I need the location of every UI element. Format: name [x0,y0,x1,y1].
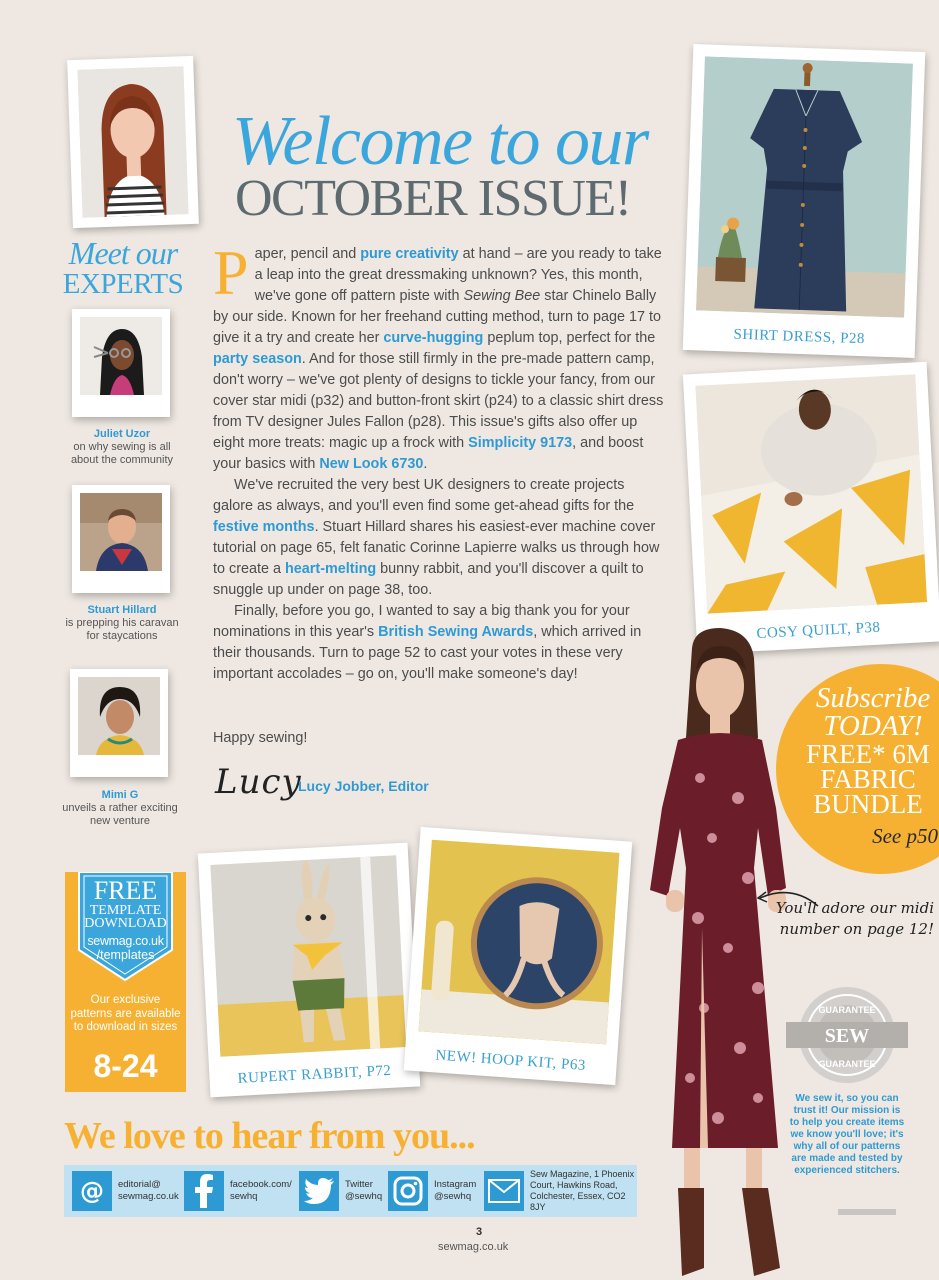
contact-twitter[interactable] [299,1171,382,1211]
expert-photo-juliet [72,309,170,417]
signature: Lucy [215,762,302,802]
article-text: aper, pencil and [254,246,361,262]
contact-heading: We love to hear from you... [64,1115,475,1157]
expert-description: is prepping his caravan for staycations [65,617,179,642]
article-text: star Chinelo Bally by our side. Known for her freehand cutting method, turn to page 17 to give it a try and create her [213,288,661,346]
shirt-dress-photo [683,44,926,358]
expert-photo-mimi [70,669,168,777]
expert-portrait-icon [80,317,162,395]
cosy-quilt-icon [695,374,927,613]
expert-description: on why sewing is all about the community [70,441,174,466]
guarantee-mid: SEW [824,1025,870,1047]
expert-portrait-icon [78,677,160,755]
svg-text:@: @ [80,1177,104,1205]
instagram-icon [388,1171,428,1211]
editor-photo [67,56,199,228]
page-number: 3 [476,1226,483,1238]
expert-portrait-icon [80,493,162,571]
facebook-icon [184,1171,224,1211]
twitter-icon [299,1171,339,1211]
at-icon [72,1171,112,1211]
drop-cap: P [213,237,249,308]
article-text: , and boost your basics with [213,435,644,472]
guarantee-top: GUARANTEE [818,1005,876,1015]
article-paragraph [213,601,668,685]
page-title-script: Welcome to our [232,103,648,180]
article-text: at hand – are you ready to take a leap into the great dressmaking unknown? Yes, this month, we've gone off pattern piste with [254,246,662,304]
subscribe-line1: Subscribe [815,682,931,714]
experts-heading-script: Meet our [68,235,178,271]
article-text: We've recruited the very best UK designers to create projects galore as always, and you'll even find some get-ahead gifts for the [213,477,635,514]
article-text: , which arrived in their thousands. Turn to page 52 to cast your votes in these very important accolades – go on, you'll make someone's day! [213,624,642,682]
contact-label: Twitter [345,1179,373,1190]
editor-letter-paragraphs [213,237,668,685]
contact-email[interactable] [72,1171,179,1211]
template-line1: FREE [93,876,158,905]
hoop-kit-caption: NEW! HOOP KIT, P63 [434,1047,587,1074]
subscribe-page-ref: See p50 [872,824,938,848]
article-text: . And for those still firmly in the pre-made pattern camp, don't worry – we've got plenty of designs to tickle your fancy, from our cover star midi (p32) and button-front skirt (p24) to a classic shirt dress from TV designer Jules Fallon (p28). This issue's gifts also offer up eight more treats: magic up a frock with [213,351,664,451]
expert-name: Juliet Uzor [93,428,151,440]
model-callout: You'll adore our midi number on page 12! [775,899,934,938]
expert-photo-stuart [72,485,170,593]
expert-description: unveils a rather exciting new venture [62,802,178,827]
contact-label: sewmag.co.uk [118,1191,179,1202]
contact-label: @sewhq [434,1191,472,1202]
shirt-dress-icon [696,56,913,317]
highlight-text: pure creativity [360,246,459,262]
highlight-text: party season [213,351,302,367]
footer-url[interactable]: sewmag.co.uk [438,1241,509,1253]
editor-portrait-icon [77,66,188,218]
highlight-text: curve-hugging [383,330,484,346]
hoop-kit-photo [404,827,633,1085]
contact-label: sewhq [230,1191,258,1202]
template-url[interactable]: sewmag.co.uk [87,934,164,948]
guarantee-seal-icon [782,980,912,1090]
cosy-quilt-photo [683,362,939,654]
contact-label: @sewhq [345,1191,383,1202]
signoff: Happy sewing! [213,730,308,746]
mail-icon [484,1171,524,1211]
embroidery-hoop-icon [419,840,620,1045]
subscribe-offer: FREE* 6M FABRIC BUNDLE [806,739,930,819]
curved-arrow-icon [752,880,822,910]
template-description: Our exclusive patterns are available to download in sizes [70,994,181,1033]
rabbit-toy-icon [210,855,406,1056]
contact-facebook[interactable] [184,1171,292,1211]
highlight-text: Simplicity 9173 [468,435,573,451]
contact-label: Sew Magazine, 1 Phoenix Court, Hawkins Road, [530,1169,635,1190]
contact-post[interactable] [484,1171,640,1211]
expert-name: Stuart Hillard [87,604,157,616]
article-paragraph [213,237,668,475]
expert-name: Mimi G [101,789,139,801]
contact-label: Colchester, Essex, CO2 8JY [530,1191,626,1212]
rupert-rabbit-caption: RUPERT RABBIT, P72 [237,1062,392,1087]
highlight-text: New Look 6730 [319,456,424,472]
article-text: . Stuart Hillard shares his easiest-ever machine cover tutorial on page 65, felt fanatic Corinne Lapierre walks us through how to create a [213,519,660,577]
italic-text: Sewing Bee [463,288,541,304]
template-line2: TEMPLATE [89,903,162,918]
contact-label: Instagram [434,1179,477,1190]
article-paragraph [213,475,668,601]
template-url-path[interactable]: /templates [96,948,155,962]
guarantee-text: We sew it, so you can trust it! Our mission is to help you create items we know you'll love; it's why all of our patterns are made and tested by experienced stitchers. [789,1093,905,1176]
free-template-box [65,872,186,1092]
template-sizes: 8-24 [93,1048,158,1084]
template-line3: DOWNLOAD [84,916,167,931]
article-text: Finally, before you go, I wanted to say a big thank you for your nominations in this year's [213,603,630,640]
contact-instagram[interactable] [388,1171,476,1211]
shirt-dress-caption: SHIRT DRESS, P28 [733,326,866,348]
editor-letter [213,237,668,685]
divider [838,1209,896,1215]
highlight-text: festive months [213,519,315,535]
experts-heading-caps: EXPERTS [62,268,184,300]
contact-bar [64,1165,637,1217]
article-text: . [423,456,428,472]
editor-credit: Lucy Jobber, Editor [298,778,429,794]
highlight-text: British Sewing Awards [378,624,534,640]
cosy-quilt-caption: COSY QUILT, P38 [756,619,881,643]
subscribe-line2: TODAY! [823,710,923,742]
contact-label: facebook.com/ [230,1179,292,1190]
contact-label: editorial@ [118,1179,161,1190]
highlight-text: heart-melting [285,561,377,577]
article-text: peplum top, perfect for the [483,330,656,346]
page-title-caps: OCTOBER ISSUE! [235,170,631,227]
article-text: bunny rabbit, and you'll discover a quilt to snuggle up under on page 38, too. [213,561,644,598]
rupert-rabbit-photo [198,843,420,1098]
guarantee-bottom: GUARANTEE [818,1059,876,1069]
